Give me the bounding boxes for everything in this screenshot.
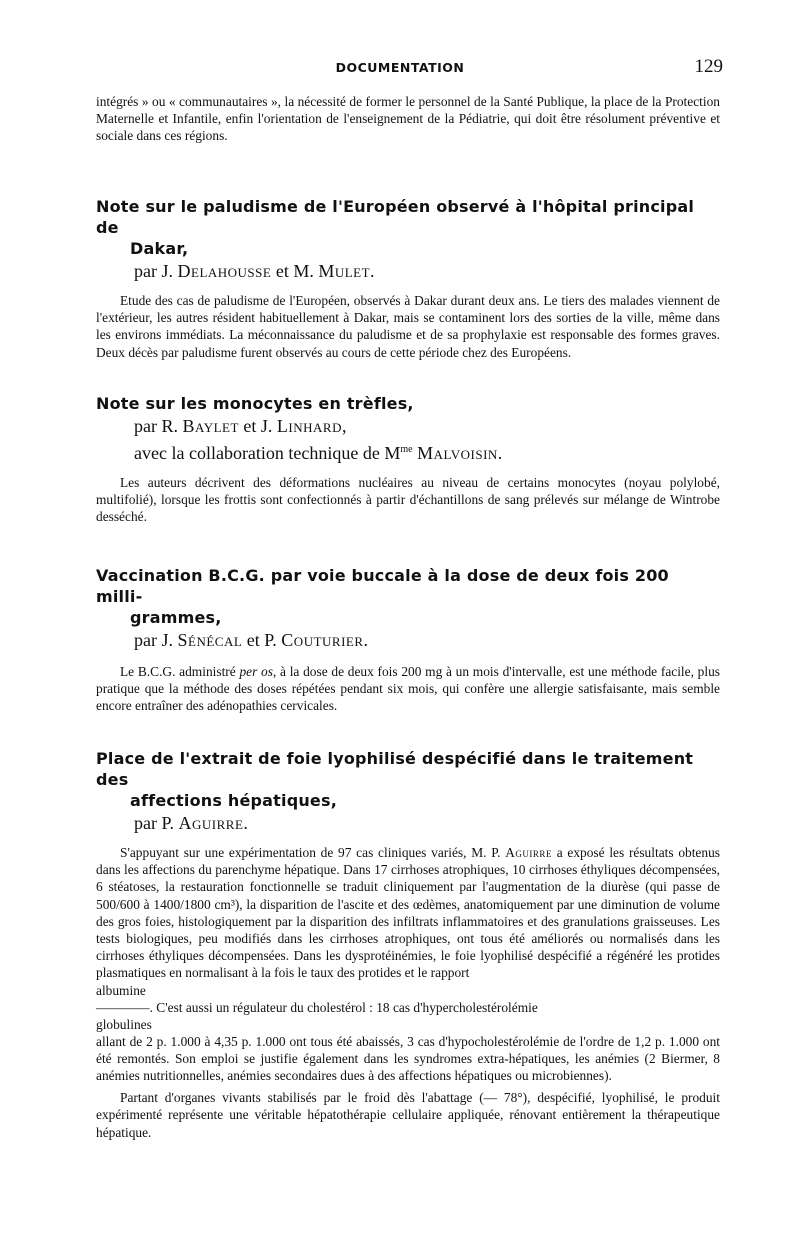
running-header: DOCUMENTATION <box>335 60 465 75</box>
abstract-text: Le B.C.G. administré <box>120 664 240 679</box>
byline-et: et M. <box>275 261 314 281</box>
intro-section <box>96 93 720 145</box>
article-foie-lyophilise <box>96 748 720 1141</box>
fraction-row <box>96 999 720 1016</box>
article-title: Note sur les monocytes en trèfles, <box>96 394 414 413</box>
byline <box>96 628 720 652</box>
article-title <box>96 196 720 259</box>
article-paragraph: Partant d'organes vivants stabilisés par le froid dès l'abattage (— 78°), despécifié, lyophilisé, le produit expérimenté représente une véritable hépatothérapie cellulaire appliquée, rénovant entièrement la thérapeutique hépatique. <box>96 1090 720 1140</box>
byline-par: par J. <box>134 261 173 281</box>
title-line: Dakar, <box>130 239 189 258</box>
collab-prefix: avec la collaboration technique de M <box>134 443 401 463</box>
abstract-text: à la dose de deux fois 200 mg à un mois d'intervalle, est une méthode facile, plus pratique que la méthode des doses répétées pendant six mois, qui confère une allergie satisfaisante, mais semble encore entraîner des adénopathies cervicales. <box>96 664 720 714</box>
article-bcg <box>96 565 720 715</box>
article-abstract: Les auteurs décrivent des déformations nucléaires au niveau de certains monocytes (noyau polylobé, multifolié), lorsque les frottis sont confectionnés à partir d'échantillons de sang prélevés sur mélange de Wintrobe desséché. <box>96 475 720 525</box>
abstract-italic: per os, <box>239 664 277 679</box>
article-title <box>96 565 720 628</box>
article-paragraph <box>96 844 720 982</box>
collaboration-line <box>96 438 720 465</box>
author-name: Sénécal <box>177 630 243 650</box>
author-name: Delahousse <box>177 261 272 281</box>
byline <box>96 811 720 835</box>
article-monocytes <box>96 393 720 526</box>
title-line: Note sur le paludisme de l'Européen observé à l'hôpital principal de <box>96 197 695 237</box>
title-line: Place de l'extrait de foie lyophilisé despécifié dans le traitement des <box>96 749 694 789</box>
albumin-globulin-ratio <box>96 982 720 1033</box>
fraction-after: C'est aussi un régulateur du cholestérol : 18 cas d'hypercholestérolémie <box>156 999 538 1015</box>
byline-et: et P. <box>246 630 277 650</box>
byline-par: par R. <box>134 416 178 436</box>
article-abstract: Etude des cas de paludisme de l'Européen, observés à Dakar durant deux ans. Le tiers des malades viennent de l'extérieur, les autres résident habituellement à Dakar, mais se contaminent lors des sorties de la ville, même dans les environs immédiats. La méconnaissance du paludisme et de sa prophylaxie est responsable des formes graves. Deux décès par paludisme furent observés au cours de cette période chez des Européens. <box>96 293 720 360</box>
byline-et: et J. <box>243 416 273 436</box>
intro-paragraph: intégrés » ou « communautaires », la nécessité de former le personnel de la Santé Publique, la place de la Protection Maternelle et Infantile, enfin l'orientation de l'enseignement de la Pédiatrie, qui doit être résolument préventive et sociale dans ces régions. <box>96 94 720 144</box>
fraction-denominator: globulines <box>96 1016 152 1032</box>
byline <box>96 259 720 283</box>
byline-par: par P. <box>134 813 174 833</box>
title-line: affections hépatiques, <box>130 791 337 810</box>
title-line: grammes, <box>130 608 222 627</box>
paragraph-text: a exposé les résultats obtenus dans les affections du parenchyme hépatique. Dans 17 cirrhoses atrophiques, 10 cirrhoses éthyliques décompensées, 6 stéatoses, la restauration fonctionnelle se traduit cliniquement par l'augmentation de la diurèse (qui passe de 500/600 à 1400/1800 cm³), la disparition de l'ascite et des œdèmes, anatomiquement par une diminution de volume des gros foies, histologiquement par la disparition des infiltrats inflammatoires et des granulations graisseuses. Les tests biologiques, peu modifiés dans les cirrhoses atrophiques, ont tous été améliorés ou normalisés dans les cirrhoses éthyliques décompensées. Dans les dysprotéinémies, le foie lyophilisé despécifié a régénéré les protides plasmatiques en normalisant à la fois le taux des protides et le rapport <box>96 845 720 981</box>
article-paludisme <box>96 196 720 361</box>
article-paragraph: allant de 2 p. 1.000 à 4,35 p. 1.000 ont tous été abaissés, 3 cas d'hypocholestérolémie de l'ordre de 1,2 p. 1.000 ont été remontés. Son emploi se justifie également dans les syndromes extra-hépatiques, les anémies (2 Biermer, 8 anémies nutritionnelles, anémies secondaires dues à des affections hépatiques ou microbiennes). <box>96 1033 720 1084</box>
author-name: Linhard, <box>276 416 347 436</box>
paragraph-text: S'appuyant sur une expérimentation de 97 cas cliniques variés, M. P. <box>120 845 501 860</box>
author-name: Mulet. <box>318 261 376 281</box>
byline <box>96 414 720 438</box>
byline-par: par J. <box>134 630 173 650</box>
author-name: Couturier. <box>281 630 369 650</box>
fraction-line: ————. <box>96 999 153 1015</box>
collab-superscript: me <box>400 444 413 455</box>
article-title <box>96 748 720 811</box>
fraction-numerator: albumine <box>96 982 146 998</box>
author-name: Malvoisin. <box>417 443 503 463</box>
author-name: Baylet <box>182 416 239 436</box>
author-name: Aguirre <box>505 845 552 860</box>
page-number: 129 <box>694 56 723 77</box>
title-line: Vaccination B.C.G. par voie buccale à la dose de deux fois 200 milli- <box>96 566 669 606</box>
article-abstract <box>96 663 720 715</box>
author-name: Aguirre. <box>178 813 249 833</box>
